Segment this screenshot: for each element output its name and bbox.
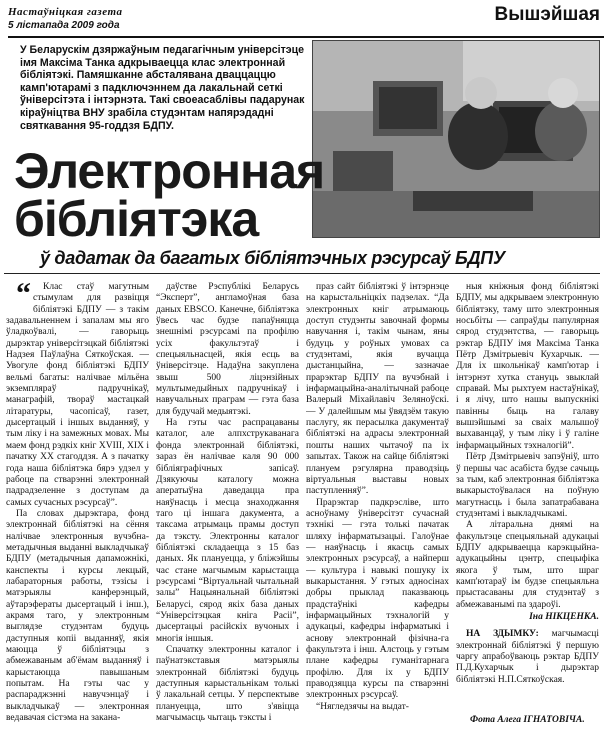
photo-credit: Фота Алега ІГНАТОВІЧА.: [470, 715, 585, 725]
article-paragraph: Па словах дырэктара, фонд электроннай бібліятэкі на сёння налічвае электронныя вучэбна-метадычныя выданні выкладчыкаў БДПУ (метадычныя дапаможнікі, канспекты і курсы лекцый, лабараторныя работы, тэзісы і матэрыялы канферэнцый, аўтарэфераты дысертацый і інш.), акрамя таго, у электронным выглядзе студэнтам будуць даступныя копіі выданняў, якія маюцца ў бібліятэцы з абмежаваным аб'ёмам выданняў і карыстаюцца павышаным попытам. На гэты час у распараджэнні навучэнцаў і выкладчыкаў — электронная ведавачая сістэма на закана-: [6, 508, 149, 724]
paragraph-text: Клас стаў магутным стымулам для развіцця бібліятэкі БДПУ — з такім задавальненнем і запалам мы яго ўладкоўвалі, — гаворыць дырэктар універсітэцкай бібліятэкі Надзея Паўлаўна Сяткоўская. — Увогуле фонд бібліятэкі БДПУ вельмі багаты: налічвае мільёна экземпляраў падручнікаў, манаграфій, твораў мастацкай літаратуры, часопісаў, газет, дысертацый і іншых выданняў, у тым ліку і на замежных мовах. Мы маем фонд рэдкіх кніг XVIII, XIX і пачатку XX стагоддзя. А з пачатку года наша бібліятэка бярэ удзел у рабоце па стварэнні электроннай падрадзеленне з доступам да самых сучасных рэсурсаў”.: [6, 282, 149, 508]
subheadline: ў дадатак да багатых бібліятэчных рэсурсаў БДПУ: [40, 248, 505, 268]
section-title: Вышэйшая: [494, 4, 600, 25]
article-paragraph: Спачатку электронны каталог і паўнатэкставыя матэрыялы электроннай бібліятэкі будуць даступныя карыстальнікам толькі ў лакальнай сетцы. У перспектыве плануецца, што з'явіцца магчымасць чытаць тэксты і: [156, 645, 299, 724]
article-paragraph: даўстве Рэспублікі Беларусь “Эксперт”, англамоўная база даных EBSCO. Канечне, бібліятэка ўвесь час будзе папаўняцца знешнімі рэсурсамі па профілю усіх факультэтаў і спецыяльнасцей, якія есць ва ўніверсітэце. Надаўна закуплена звыш 500 ліцэнзійных мультымедыйных падручнікаў і навучальных праграм — гэта база для будучай медыятэкі.: [156, 282, 299, 417]
article-paragraph: А літаральна днямі на факультэце спецыяльнай адукацыі БДПУ адкрываецца карэкцыйна-адукацыйны цэнтр, спецыфіка якога ў тым, што шраг камп'ютараў ім будзе спецыяльна прыстасаваны для студэнтаў з абмежаванымі па здароўі.: [456, 520, 599, 610]
headline-line-1: Электронная: [14, 143, 325, 199]
author-signature: Іна НІКЦЕНКА.: [529, 611, 599, 622]
subhead-divider: [4, 273, 600, 274]
photo-classroom-computers-icon: [313, 41, 600, 238]
issue-date: 5 лістапада 2009 года: [8, 20, 120, 31]
photo-caption: [456, 629, 599, 686]
lead-paragraph: У Беларускім дзяржаўным педагагічным універсітэце імя Максіма Танка адкрываецца клас электроннай бібліятэкі. Памяшканне абсталявана дваццаццю камп'ютарамі з падключэннем да лакальнай сеткі ўніверсітэта і інтэрнэта. Такі своеасаблівы падарунак кіраўніцтва ВНУ зрабіла студэнтам напярэдадні святкавання 95-годдзя БДПУ.: [20, 44, 305, 132]
article-paragraph: “Нягледзячы на выдат-: [316, 701, 409, 712]
newspaper-name: Настаўніцкая газета: [8, 6, 123, 18]
header-divider: [8, 36, 604, 38]
caption-label: НА ЗДЫМКУ:: [466, 629, 539, 640]
page-header: [4, 2, 600, 38]
article-column-3: [306, 282, 449, 728]
article-paragraph: [6, 282, 149, 509]
article-column-1: [6, 282, 149, 728]
article-paragraph: На гэты час распрацаваны каталог, але алпхструкаванага фонда электроннай бібліятэкі, зараз ён налічвае каля 90 000 бібліяграфічных запісаў. Дзякуючы каталогу можна аператыўна даведацца пра наяўнасць і месца знаходжання таго ці іншага дакумента, а таксама атрымаць прамы доступ да тэксту. Электронны каталог бібліятэкі складаецца з 15 баз даных. Як плануецца, у бліжэйшы час стане магчымым карыстацца рэсурсамі “Віртуальнай чытальнай залы” Нацыянальнай бібліятэкі Беларусі, сярод якіх база даных “Універсітэцкая кніга Расіі”, дысертацыі расійскіх вучоных і многія іншыя.: [156, 418, 299, 644]
article-paragraph: Прарэктар падкрэсліве, што асноўнаму ўніверсітэт сучаснай тэхнікі — гэта толькі пачатак шляху інфарматызацыі. Галоўнае — наяўнасць і якасць самых электронных рэсурсаў, а найперш — культура і навыкі пошуку іх выкарыстання. У гэтых адносінах добры прыклад паказваюць прадстаўнікі кафедры інфармацыйных тэхналогій у адукацыі, кафедры інфарматыкі і аснову электроннай фізічна-га факультэта і інш. Алстоць у гэтым плане кафедры гуманітарнага профілю. Для іх у БДПУ праводзяцца курсы па стварэнні электронных рэсурсаў.: [306, 497, 449, 701]
article-paragraph: праз сайт бібліятэкі ў інтэрнэце на карыстальніцкіх падзелах. “Да электронных кніг атрымаюць доступ студэнты завочнай формы навучання і, такім чынам, яны будуць у роўных умовах са студэнтамі, якія вучацца дыстанцыйна, — зазначае прарэктар БДПУ па вучэбнай і інфармацыйна-аналітычнай рабоце Валерый Міхайлавіч Зеляноўскі. — У далейшым мы ўвядзём такую паслугу, як перасылка дакументаў бібліятэкі на адрасы электроннай пошты наших чытачоў па іх запытах. Також на сайце бібліятэкі плануем рэгулярна праводзіць віртуальныя выставы новых паступленняў”.: [306, 282, 449, 497]
article-column-4: [456, 282, 599, 728]
article-paragraph: Пётр Дзмітрыевіч запэўніў, што ў першы час асабіста будзе сачыць за тым, каб электронная бібліятэка выкарыстоўвалася на поўную магутнасць і была запатрабавана студэнтамі і выкладчыкамі.: [456, 452, 599, 519]
article-paragraph: ныя кніжныя фонд бібліятэкі БДПУ, мы адкрываем электронную бібліятэку, таму што электронныя носьбіты — сапраўды папулярная сярод студэнтства, — гаворыць рэктар БДПУ імя Максіма Танка Пётр Дзмітрыевіч Кухарчык. — Для іх школьнікаў камп'ютар і інтэрнэт хутка стануць звыклай справай. Мы рыхтуем настаўнікаў, і я лічу, што нашы выпускнікі павінны быць на галаву вышэйшымі за сваіх малышоў выхаванцаў, у тым ліку і ў галіне інфармацыйных тэхналогій”.: [456, 282, 599, 451]
opening-quote-mark: “: [16, 282, 31, 310]
caption-text: магчымасці электроннай бібліятэкі ў першую чаргу апрабоўваюць рэктар БДПУ П.Д.Кухарчык і дырэктар бібліятэкі Н.П.Сяткоўская.: [456, 629, 599, 685]
article-column-2: [156, 282, 299, 728]
article-photo: [312, 40, 600, 238]
headline-line-2: бібліятэка: [14, 191, 259, 247]
